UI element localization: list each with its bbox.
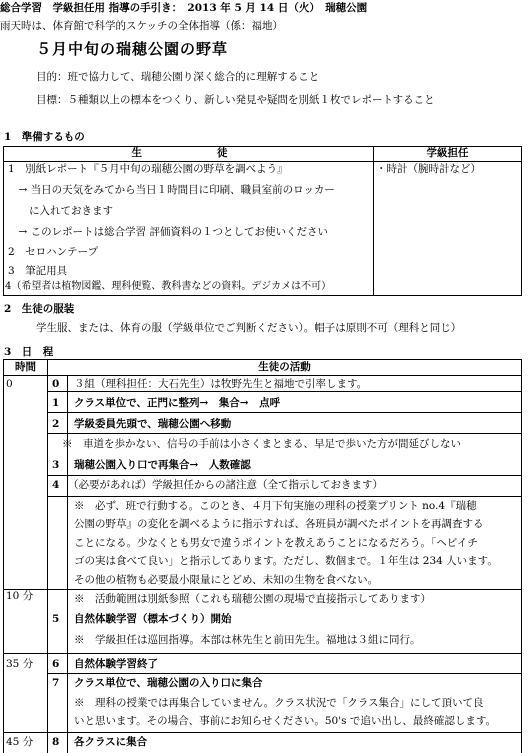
prep-row: 4（希望者は植物図鑑、理科便覧、教科書などの資料。デジカメは不可） — [5, 281, 332, 292]
time-cell: 0 — [6, 378, 13, 390]
column-header-teacher: 学級担任 — [426, 147, 469, 159]
activity-text: ※ 活動範囲は別紙参照（これも瑞穂公園の現場で直接指示してあります） — [74, 593, 431, 605]
preparation-table — [3, 146, 522, 296]
prep-row: → 当日の天気をみてから当日１時間目に印刷、職員室前のロッカー — [8, 184, 335, 196]
header-line-2: 雨天時は、体育館で科学的スケッチの全体指導（係：福地） — [0, 20, 283, 32]
table-divider — [47, 360, 48, 753]
section-1-heading: 1 準備するもの — [4, 131, 85, 143]
prep-row: 3 筆記用具 — [8, 265, 68, 277]
table-divider — [48, 732, 521, 733]
activity-text: クラス単位で、正門に整列→ 集合→ 点呼 — [74, 397, 281, 409]
table-divider — [48, 391, 521, 392]
activity-text: いと思います。その場合、事前にお知らせください。50's で追い出し、最終確認します。 — [74, 715, 496, 727]
activity-text: ※ 理科の授業では再集合していません。クラス状況で「クラス集合」にして頂いて良 — [74, 697, 484, 709]
activity-text: 学級委員先頭で、瑞穂公園へ移動 — [74, 418, 232, 430]
table-divider — [48, 475, 521, 476]
prep-row: 2 セロハンテープ — [8, 246, 99, 258]
step-number: 7 — [52, 677, 60, 689]
activity-text: ※ 車道を歩かない、信号の手前は小さくまとまる、早足で歩いた方が間延びしない — [62, 438, 461, 450]
table-divider — [4, 653, 47, 654]
schedule-table — [3, 359, 522, 753]
time-cell: 10 分 — [6, 590, 34, 602]
activity-text: 各クラスに集合 — [74, 736, 148, 748]
prep-row: → このレポートは総合学習 評価資料の１つとしてお使いください — [8, 226, 328, 238]
table-divider — [48, 496, 521, 497]
table-divider — [4, 161, 521, 162]
column-header-time: 時間 — [15, 361, 36, 373]
column-header-activity: 生徒の活動 — [258, 361, 311, 373]
step-number: 8 — [52, 736, 60, 748]
table-divider — [48, 589, 521, 590]
step-number: 5 — [52, 613, 60, 625]
teacher-item: ・時計（腕時計など） — [376, 163, 481, 175]
step-number: 0 — [52, 378, 60, 390]
activity-text: クラス単位で、瑞穂公園の入り口に集合 — [74, 677, 263, 689]
header-line-1 — [0, 2, 367, 15]
page-title: ５月中旬の瑞穂公園の野草 — [36, 40, 229, 58]
table-divider — [4, 375, 521, 376]
activity-text: ゴの実は食べて良い」と指示してあります。ただし、数個まで。１年生は 234 人います。 — [74, 555, 498, 567]
section-3-heading: 3 日 程 — [4, 346, 54, 358]
table-divider — [48, 433, 521, 434]
activity-text: ３組（理科担任：大石先生）は牧野先生と福地で引率します。 — [74, 378, 368, 390]
table-divider — [67, 375, 68, 753]
prep-row: 1 別紙レポート『５月中旬の瑞穂公園の野草を調べよう』 — [8, 163, 288, 175]
activity-text: 自然体験学習終了 — [74, 658, 158, 670]
activity-text: ことになる。少なくとも男女で違うポイントを教えあうことになるだろう。「ヘビイチ — [74, 537, 478, 549]
activity-text: 瑞穂公園入り口で再集合→ 人数確認 — [74, 459, 251, 471]
table-divider — [48, 673, 521, 674]
activity-text: ※ 学級担任は巡回指導。本部は林先生と前田先生。福地は３組に同行。 — [74, 634, 421, 646]
prep-row: に入れておきます — [8, 205, 113, 217]
activity-text: 公園の野草』の変化を調べるように指示すれば、各班員が調べたポイントを再調査する — [74, 518, 484, 530]
section-2-heading: 2 生徒の服装 — [4, 303, 75, 315]
activity-text: 自然体験学習（標本づくり）開始 — [74, 613, 232, 625]
time-cell: 35 分 — [6, 658, 34, 670]
table-divider — [48, 412, 521, 413]
purpose-text: 目的：班で協力して、瑞穂公園り深く総合的に理解すること — [36, 71, 320, 83]
activity-text: その他の植物も必要最小限量にとどめ、未知の生物を食べない。 — [74, 574, 379, 586]
step-number: 4 — [52, 479, 60, 491]
table-divider — [4, 732, 47, 733]
time-cell: 45 分 — [6, 736, 34, 748]
activity-text: ※ 必ず、班で行動する。このとき、４月下旬実施の理科の授業プリント no.4『瑞穂 — [74, 500, 477, 512]
step-number: 1 — [52, 397, 60, 409]
step-number: 6 — [52, 658, 60, 670]
table-divider — [48, 653, 521, 654]
activity-text: （必要があれば）学級担任からの諸注意（全て指示しておきます） — [68, 479, 383, 491]
step-number: 2 — [52, 418, 60, 430]
step-number: 3 — [52, 459, 60, 471]
goal-text: 目標：５種類以上の標本をつくり、新しい発見や疑問を別紙１枚でレポートすること — [36, 94, 435, 106]
column-header-student: 生 徒 — [131, 147, 246, 159]
clothing-text: 学生服、または、体育の服（学級単位でご判断ください）。帽子は原則不可（理科と同じ） — [36, 322, 462, 334]
table-divider — [373, 147, 374, 295]
header-text: 総合学習 学級担任用 指導の手引き： 2013 年 5 月 14 日（火） 瑞穂公園 — [0, 2, 368, 14]
